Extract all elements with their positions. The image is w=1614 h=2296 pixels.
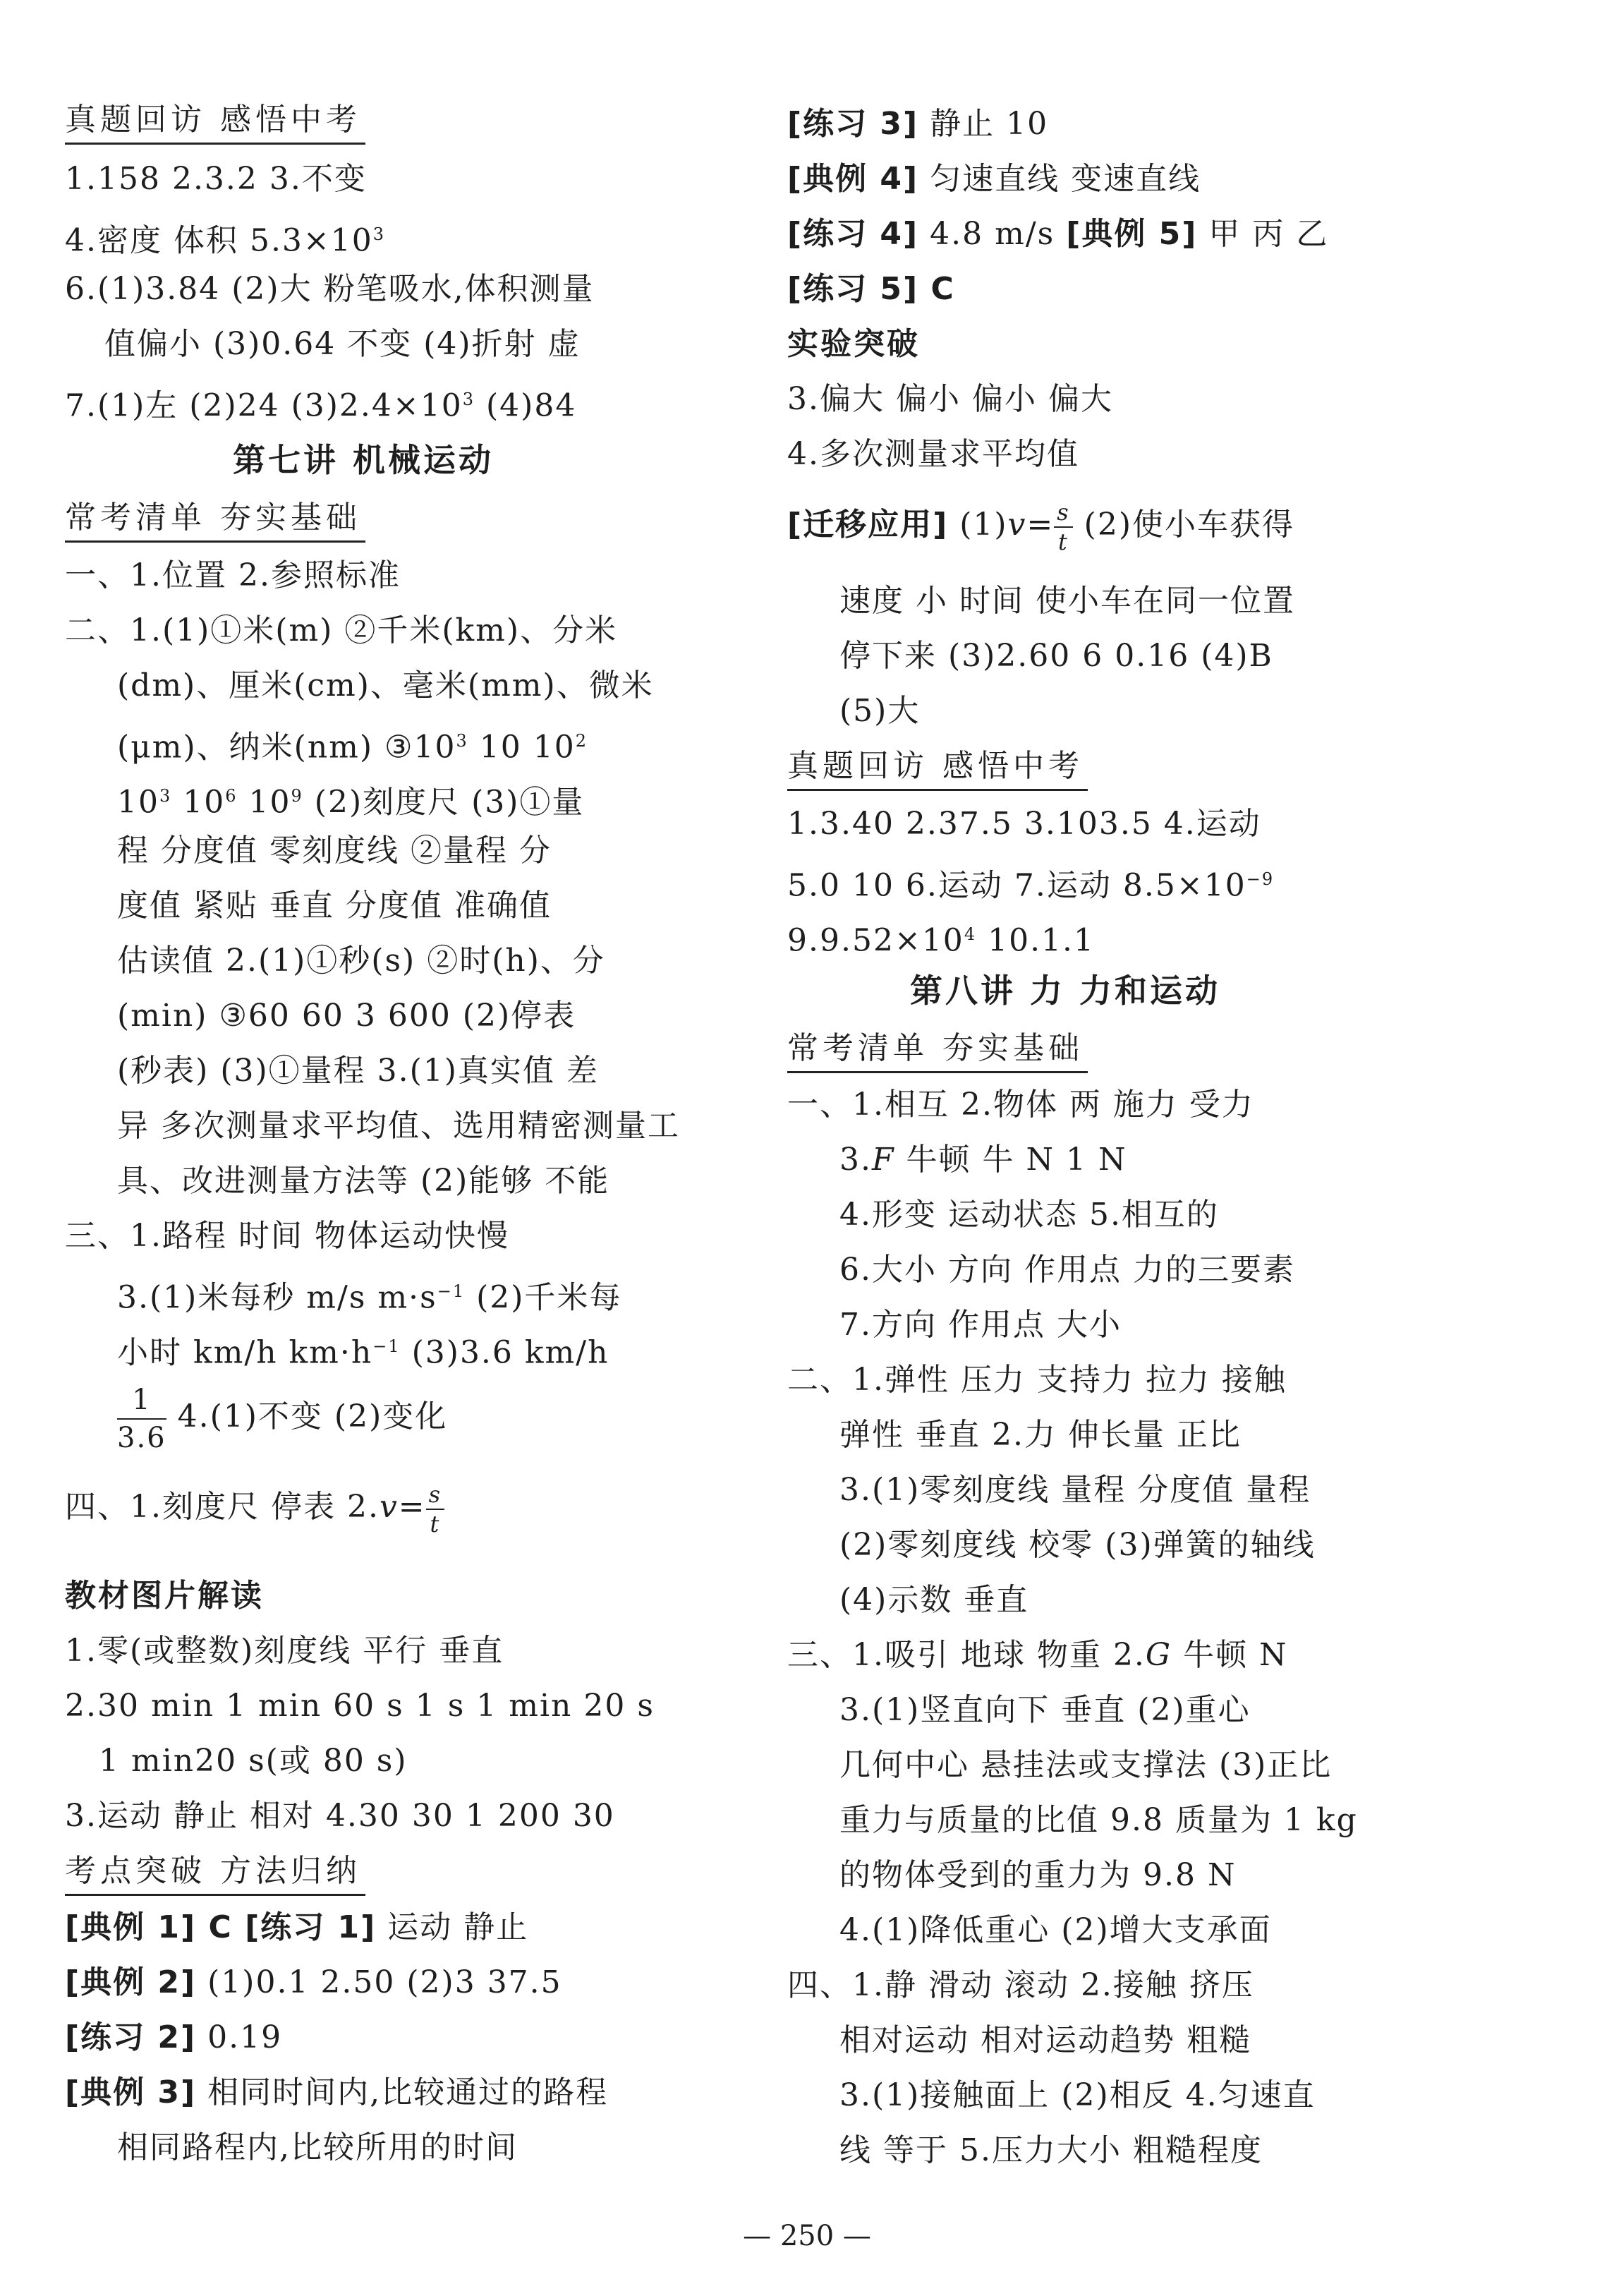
section-heading-changkao: 常考清单 夯实基础 [787,1027,1088,1073]
answer-line: 1.158 2.3.2 3.不变 [65,161,367,197]
answer-line: (μm)、纳米(nm) $③10^3$ 10 $10^2$ [117,729,588,766]
answer-line: 7.方向 作用点 大小 [839,1307,1122,1343]
answer-line: $9.9.52\times 10^4$ 10.1.1 [787,922,1096,959]
fraction: $\frac{s}{t}$ [426,1483,444,1535]
answer-line: 1.3.40 2.37.5 3.103.5 4.运动 [787,806,1261,842]
answer-line: 二、1.(1)①米(m) ②千米(km)、分米 [65,612,618,648]
answer-line: 3.运动 静止 相对 4.30 30 1 200 30 [65,1798,615,1834]
answer-line: 7.(1)左 (2)24 $(3)2.4\times 10^3$ (4)84 [65,387,577,424]
answer-line: [典例 1] C [练习 1] 运动 静止 [65,1909,529,1945]
answer-line: 1.零(或整数)刻度线 平行 垂直 [65,1633,504,1669]
answer-line: [练习 2] 0.19 [65,2019,283,2055]
section-heading-changkao: 常考清单 夯实基础 [65,497,365,543]
page-number: — 250 — [743,2220,871,2252]
answer-line: 弹性 垂直 2.力 伸长量 正比 [839,1417,1242,1453]
answer-line: 几何中心 悬挂法或支撑法 (3)正比 [839,1747,1333,1783]
answer-line: 一、1.位置 2.参照标准 [65,557,401,593]
answer-line: 3.(1)接触面上 (2)相反 4.匀速直 [839,2077,1316,2113]
answer-line: [练习 3] 静止 10 [787,106,1049,142]
section-heading-shiyan: 实验突破 [787,326,920,362]
section-heading-jiaocai: 教材图片解读 [65,1578,264,1614]
answer-line: [典例 2] (1)0.1 2.50 (2)3 37.5 [65,1964,562,2000]
answer-line: 四、1.静 滑动 滚动 2.接触 挤压 [787,1967,1254,2003]
answer-line: [典例 4] 匀速直线 变速直线 [787,161,1201,197]
answer-line: 4.(1)降低重心 (2)增大支承面 [839,1912,1272,1948]
answer-line: 小时 km/h $km\cdot h^{-1}$ (3)3.6 km/h [117,1334,609,1371]
answer-line: 4.形变 运动状态 5.相互的 [839,1197,1219,1233]
answer-line: 3.(1)米每秒 m/s $m\cdot s^{-1}$ (2)千米每 [117,1279,622,1316]
answer-line: 3.F 牛顿 牛 N 1 N [839,1142,1127,1178]
answer-line: 重力与质量的比值 9.8 质量为 1 kg [839,1802,1358,1838]
answer-line: 6.大小 方向 作用点 力的三要素 [839,1252,1295,1288]
lecture-title-8: 第八讲 力 力和运动 [910,972,1221,1010]
answer-line: 估读值 2.(1)①秒(s) ②时(h)、分 [117,943,605,979]
answer-line: 5.0 10 6.运动 7.运动 $8.5\times 10^{-9}$ [787,867,1275,904]
answer-line: (4)示数 垂直 [839,1582,1029,1618]
answer-line: (秒表) (3)①量程 3.(1)真实值 差 [117,1053,599,1089]
answer-line: 值偏小 (3)0.64 不变 (4)折射 虚 [104,326,581,362]
answer-line: 二、1.弹性 压力 支持力 拉力 接触 [787,1362,1287,1398]
section-heading-zhenti: 真题回访 感悟中考 [787,745,1088,791]
answer-line: (dm)、厘米(cm)、毫米(mm)、微米 [117,667,654,703]
section-heading-zhenti: 真题回访 感悟中考 [65,99,365,145]
answer-line: [迁移应用] (1)v= $\frac{s}{t}$ (2)使小车获得 [787,498,1294,555]
answer-line: 3.(1)竖直向下 垂直 (2)重心 [839,1692,1251,1728]
answer-line: 2.30 min 1 min 60 s 1 s 1 min 20 s [65,1688,655,1724]
answer-line: 4.密度 体积 $5.3\times 10^3$ [65,222,386,259]
answer-line: (5)大 [839,693,921,729]
answer-line: (min) ③60 60 3 600 (2)停表 [117,998,576,1034]
fraction: $\frac{s}{t}$ [1054,501,1072,553]
lecture-title-7: 第七讲 机械运动 [233,441,494,479]
answer-line: 程 分度值 零刻度线 ②量程 分 [117,833,552,869]
answer-line: 四、1.刻度尺 停表 2.v= $\frac{s}{t}$ [65,1472,444,1542]
answer-line: 相对运动 相对运动趋势 粗糙 [839,2022,1251,2058]
answer-line: 三、1.吸引 地球 物重 2.G 牛顿 N [787,1637,1288,1673]
answer-line: 停下来 (3)2.60 6 0.16 (4)B [839,638,1273,674]
fraction: $\frac{1}{3.6}$ [117,1383,166,1454]
answer-line: [练习 5] C [787,271,955,307]
answer-line: 3.(1)零刻度线 量程 分度值 量程 [839,1472,1311,1508]
answer-line: (2)零刻度线 校零 (3)弹簧的轴线 [839,1527,1316,1563]
answer-line: 的物体受到的重力为 9.8 N [839,1857,1237,1893]
section-heading-kaodian: 考点突破 方法归纳 [65,1850,365,1896]
answer-line: 1 min20 s(或 80 s) [99,1743,408,1779]
answer-line: $\frac{1}{3.6}$ 4.(1)不变 (2)变化 [117,1383,448,1454]
answer-line: 具、改进测量方法等 (2)能够 不能 [117,1163,610,1199]
answer-line: 一、1.相互 2.物体 两 施力 受力 [787,1087,1254,1123]
answer-line: 三、1.路程 时间 物体运动快慢 [65,1218,509,1254]
answer-line: 异 多次测量求平均值、选用精密测量工 [117,1108,680,1144]
answer-line: $10^3$ $10^6$ $10^9$ (2)刻度尺 (3)①量 [117,784,585,821]
answer-line: [练习 4] 4.8 m/s [典例 5] 甲 丙 乙 [787,216,1329,252]
answer-line: 速度 小 时间 使小车在同一位置 [839,583,1295,619]
answer-line: 相同路程内,比较所用的时间 [117,2129,518,2165]
answer-line: 3.偏大 偏小 偏小 偏大 [787,381,1113,417]
answer-line: [典例 3] 相同时间内,比较通过的路程 [65,2074,609,2110]
answer-line: 度值 紧贴 垂直 分度值 准确值 [117,888,552,924]
answer-line: 4.多次测量求平均值 [787,436,1079,472]
answer-line: 6.(1)3.84 (2)大 粉笔吸水,体积测量 [65,271,595,307]
answer-line: 线 等于 5.压力大小 粗糙程度 [839,2132,1263,2168]
